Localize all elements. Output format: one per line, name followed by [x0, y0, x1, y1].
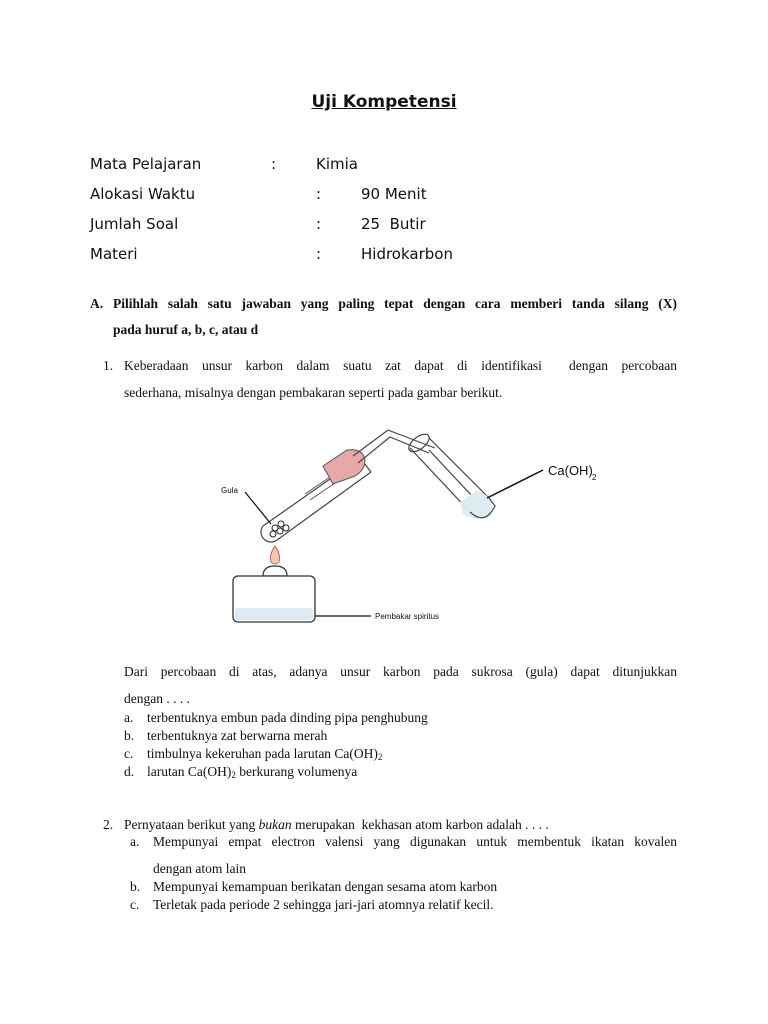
- option-text-1a[interactable]: terbentuknya embun pada dinding pipa penghubung: [147, 710, 428, 725]
- option-letter-1b: b.: [124, 728, 135, 743]
- option-text-2b[interactable]: Mempunyai kemampuan berikatan dengan sesama atom karbon: [153, 879, 498, 894]
- option-subscript-1d: 2: [231, 770, 236, 780]
- meta-label-subject: Mata Pelajaran: [90, 155, 202, 173]
- section-letter: A.: [90, 296, 104, 311]
- spirit-burner: [233, 566, 315, 622]
- caoh2-subscript: 2: [592, 473, 597, 482]
- question-1-stem-cont: dengan . . . .: [124, 691, 190, 706]
- question-1-stem: Dari percobaan di atas, adanya unsur karbon pada sukrosa (gula) dapat ditunjukkan: [124, 664, 677, 679]
- option-1d[interactable]: [147, 764, 357, 780]
- meta-label-count: Jumlah Soal: [90, 215, 179, 233]
- option-letter-1d: d.: [124, 764, 135, 779]
- option-text-1d: larutan Ca(OH): [147, 764, 232, 779]
- caoh2-pointer-line: [487, 470, 543, 498]
- caoh2-label: Ca(OH): [548, 463, 593, 478]
- meta-colon-topic: :: [316, 245, 322, 263]
- question-1-text-cont: sederhana, misalnya dengan pembakaran seperti pada gambar berikut.: [124, 385, 503, 400]
- combustion-experiment-diagram: [205, 420, 615, 635]
- option-text-1d-after: berkurang volumenya: [235, 764, 358, 779]
- section-instruction-cont: pada huruf a, b, c, atau d: [113, 322, 259, 337]
- limewater-test-tube: [406, 431, 495, 519]
- flame: [271, 546, 280, 564]
- meta-label-time: Alokasi Waktu: [90, 185, 196, 203]
- option-text-1b[interactable]: terbentuknya zat berwarna merah: [147, 728, 328, 743]
- meta-label-topic: Materi: [90, 245, 138, 263]
- meta-colon-subject: :: [271, 155, 277, 173]
- option-1c[interactable]: [147, 746, 382, 762]
- question-1-text: Keberadaan unsur karbon dalam suatu zat dapat di identifikasi dengan percobaan: [124, 358, 677, 373]
- gula-label: Gula: [221, 486, 238, 495]
- gula-pointer-line: [245, 492, 271, 524]
- question-number-1: 1.: [103, 358, 114, 373]
- option-text-1c: timbulnya kekeruhan pada larutan Ca(OH): [147, 746, 378, 761]
- question-2-stem-emphasis: bukan: [258, 817, 292, 832]
- pembakar-label: Pembakar spiritus: [375, 612, 440, 621]
- option-letter-2a: a.: [130, 834, 140, 849]
- page-title: Uji Kompetensi: [311, 92, 457, 112]
- question-2-stem: [124, 817, 549, 833]
- meta-value-topic: Hidrokarbon: [361, 245, 453, 263]
- option-letter-1a: a.: [124, 710, 134, 725]
- question-number-2: 2.: [103, 817, 114, 832]
- meta-colon-count: :: [316, 215, 322, 233]
- sugar-sample: [270, 521, 289, 537]
- meta-colon-time: :: [316, 185, 322, 203]
- option-letter-2b: b.: [130, 879, 141, 894]
- question-2-stem-post: merupakan kekhasan atom karbon adalah . . . .: [291, 817, 549, 832]
- option-letter-1c: c.: [124, 746, 134, 761]
- section-instruction: Pilihlah salah satu jawaban yang paling tepat dengan cara memberi tanda silang (X): [113, 296, 677, 311]
- option-text-2a-cont[interactable]: dengan atom lain: [153, 861, 246, 876]
- question-2-stem-pre: Pernyataan berikut yang: [124, 817, 259, 832]
- option-subscript-1c: 2: [377, 752, 383, 762]
- option-letter-2c: c.: [130, 897, 140, 912]
- meta-value-time: 90 Menit: [361, 185, 427, 203]
- meta-value-subject: Kimia: [316, 155, 358, 173]
- option-text-2a[interactable]: Mempunyai empat electron valensi yang digunakan untuk membentuk ikatan kovalen: [153, 834, 677, 849]
- option-text-2c[interactable]: Terletak pada periode 2 sehingga jari-jari atomnya relatif kecil.: [153, 897, 494, 912]
- meta-value-count: 25 Butir: [361, 215, 426, 233]
